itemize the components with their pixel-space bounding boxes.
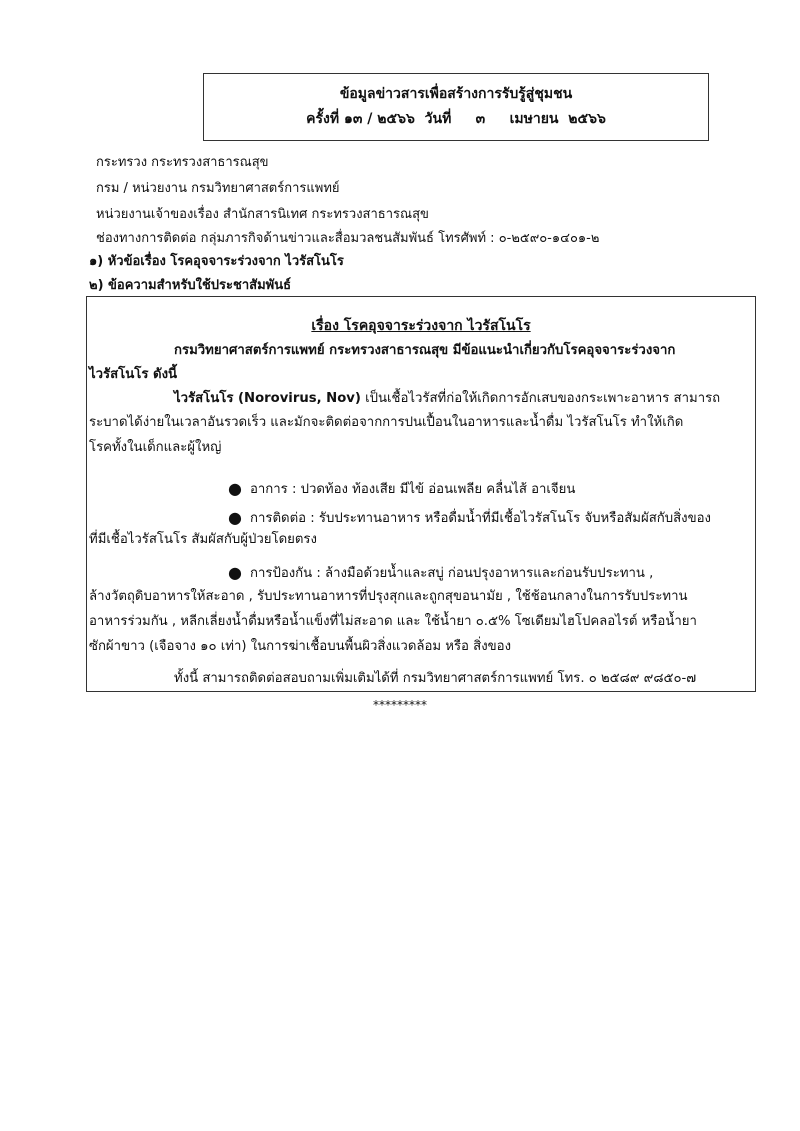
owner-unit-line: หน่วยงานเจ้าของเรื่อง สำนักสารนิเทศ กระทรวงสาธารณสุข xyxy=(96,207,429,222)
box-title: เรื่อง โรคอุจจาระร่วงจาก ไวรัสโนโร xyxy=(311,318,531,334)
bullet-icon: ● xyxy=(228,479,242,498)
para1-line-3: โรคทั้งในเด็กและผู้ใหญ่ xyxy=(89,440,222,455)
intro-line-2: ไวรัสโนโร ดังนี้ xyxy=(89,367,178,382)
intro-line-1: กรมวิทยาศาสตร์การแพทย์ กระทรวงสาธารณสุข มีข้อแนะนำเกี่ยวกับโรคอุจจาระร่วงจาก xyxy=(174,343,676,358)
prevention-line-4: ซักผ้าขาว (เจือจาง ๑๐ เท่า) ในการฆ่าเชื้อบนพื้นผิวสิ่งแวดล้อม หรือ สิ่งของ xyxy=(89,639,512,654)
symptoms-item: ● อาการ : ปวดท้อง ท้องเสีย มีไข้ อ่อนเพลีย คลื่นไส้ อาเจียน xyxy=(228,479,576,498)
para1-line-1: ไวรัสโนโร (Norovirus, Nov) เป็นเชื้อไวรัสที่ก่อให้เกิดการอักเสบของกระเพาะอาหาร สามารถ xyxy=(174,391,721,406)
prevention-line-3: อาหารร่วมกัน , หลีกเลี่ยงน้ำดื่มหรือน้ำแข็งที่ไม่สะอาด และ ใช้น้ำยา ๐.๕% โซเดียมไฮโปคลอไรต์ หรือน้ำยา xyxy=(89,614,697,629)
end-marker: ********* xyxy=(373,698,427,712)
bullet-icon: ● xyxy=(228,563,242,582)
contact-channel-line: ช่องทางการติดต่อ กลุ่มภารกิจด้านข่าวและสื่อมวลชนสัมพันธ์ โทรศัพท์ : ๐-๒๕๙๐-๑๔๐๑-๒ xyxy=(96,231,600,246)
header-title: ข้อมูลข่าวสารเพื่อสร้างการรับรู้สู่ชุมชน xyxy=(339,86,573,102)
pr-heading: ๒) ข้อความสำหรับใช้ประชาสัมพันธ์ xyxy=(89,278,292,293)
prevention-item: ● การป้องกัน : ล้างมือด้วยน้ำและสบู่ ก่อนปรุงอาหารและก่อนรับประทาน , xyxy=(228,563,654,582)
department-line: กรม / หน่วยงาน กรมวิทยาศาสตร์การแพทย์ xyxy=(96,181,340,196)
closing-line: ทั้งนี้ สามารถติดต่อสอบถามเพิ่มเติมได้ที่ กรมวิทยาศาสตร์การแพทย์ โทร. ๐ ๒๕๘๙ ๙๘๕๐-๗ xyxy=(174,671,697,686)
topic-heading: ๑) หัวข้อเรื่อง โรคอุจจาระร่วงจาก ไวรัสโนโร xyxy=(89,254,344,269)
bullet-icon: ● xyxy=(228,508,242,527)
prevention-line-2: ล้างวัตถุดิบอาหารให้สะอาด , รับประทานอาหารที่ปรุงสุกและถูกสุขอนามัย , ใช้ช้อนกลางในการรับประทาน xyxy=(89,589,688,604)
para1-line-2: ระบาดได้ง่ายในเวลาอันรวดเร็ว และมักจะติดต่อจากการปนเปื้อนในอาหารและน้ำดื่ม ไวรัสโนโร ทำให้เกิด xyxy=(89,415,684,430)
norovirus-term: ไวรัสโนโร (Norovirus, Nov) xyxy=(174,391,361,406)
content-box xyxy=(86,296,756,692)
transmission-line-2: ที่มีเชื้อไวรัสโนโร สัมผัสกับผู้ป่วยโดยตรง xyxy=(89,532,317,547)
header-box xyxy=(203,73,709,141)
transmission-item: ● การติดต่อ : รับประทานอาหาร หรือดื่มน้ำที่มีเชื้อไวรัสโนโร จับหรือสัมผัสกับสิ่งของ xyxy=(228,508,711,527)
ministry-line: กระทรวง กระทรวงสาธารณสุข xyxy=(96,155,269,170)
header-issue-date: ครั้งที่ ๑๓ / ๒๕๖๖ วันที่ ๓ เมษายน ๒๕๖๖ xyxy=(306,111,606,127)
